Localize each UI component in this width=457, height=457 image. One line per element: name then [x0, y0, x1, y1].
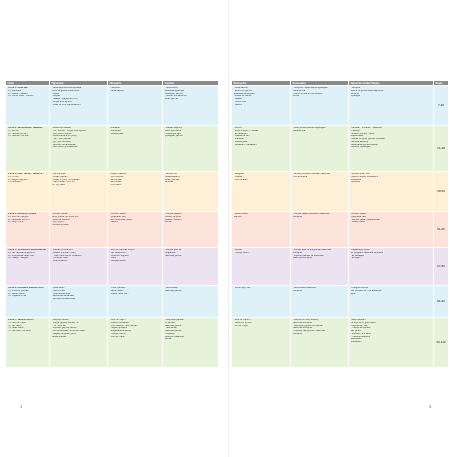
- culture-cell: [349, 172, 434, 212]
- cell-line: hakkında yazma: [164, 330, 182, 332]
- cell-line: Türklerin yemek – içme: [350, 132, 375, 135]
- cell-line: - Koşaç yapıları: [51, 175, 68, 178]
- cell-line: bir etkinlik: [164, 321, 175, 324]
- cell-line: - Yıldız Çantam: [109, 287, 126, 289]
- cell-line: - Alışveriş deneyimleri hakkında: [292, 330, 325, 332]
- cell-line: - Olanlar: [233, 175, 243, 178]
- culture-cell: [349, 318, 434, 368]
- cell-line: - Geçmişte yapılan bir etkinlik: [292, 324, 323, 327]
- cell-line: - Günlük yaşam etkinlikleri hakkında: [292, 213, 330, 215]
- unit-cell: [6, 248, 50, 286]
- cell-line: - Şimdiki zaman: [51, 213, 68, 215]
- cell-line: tatil yerleri: [350, 330, 361, 332]
- header-listen: Dinleyelim: [232, 81, 291, 86]
- cell-line: - Duygular: [233, 173, 245, 175]
- unit-cell: [6, 86, 50, 126]
- cell-line: anlatan metinleri: [164, 218, 182, 221]
- cell-line: - Fiiller ve emir kipi kullanımı: [51, 103, 81, 106]
- cell-line: ÜNİTE 3: KİM? NASIL? NEREYE?: [7, 173, 44, 175]
- cell-line: "Tanışma": [350, 87, 361, 89]
- cell-line: - Kim nerede?: [233, 178, 248, 181]
- left-page: [0, 0, 228, 457]
- cell-line: - Sıfat kullanımı: [51, 260, 68, 262]
- cell-line: 6.1. Yıldızım Çantam: [7, 289, 29, 292]
- cell-line: 5.1. Ne Yapmak İstiyorsun?: [7, 251, 36, 254]
- cell-line: - Bağlaç üst gelen yarım: [51, 332, 77, 335]
- cell-line: konuşma: [292, 289, 302, 292]
- cell-line: - Kimin Neyi Var?: [233, 287, 252, 289]
- cell-line: "ama, çünkü, ile, onun için": [51, 215, 80, 218]
- learned-cell: [50, 86, 108, 126]
- cell-line: - Telefon numarası ve: [164, 95, 187, 98]
- cell-line: - Türkiye'de popüler: [350, 327, 371, 330]
- left-table-body: [6, 86, 219, 368]
- cell-line: gelenekleri: [350, 338, 362, 341]
- cell-line: - Takvim: [233, 103, 243, 106]
- cell-line: - Görülen geçmiş zaman: [51, 327, 77, 330]
- cell-line: konuşma: [292, 251, 302, 254]
- cell-line: konuşma: [292, 332, 302, 335]
- cell-line: "Çeşmede Tatil": [350, 215, 367, 218]
- cell-line: - Kişiyle geçmiş zaman "di": [51, 321, 80, 324]
- cell-line: Alışveriş Diyalogları: [350, 146, 371, 149]
- unit-cell: [6, 126, 50, 172]
- cell-line: 1.3. Temel Fiiller - Takvim: [7, 95, 34, 98]
- page-range-cell: 51-66: [434, 212, 449, 248]
- cell-line: - Türkiye Sunu: [233, 251, 249, 254]
- cell-line: - Dün Ne Yaptı?: [109, 319, 126, 321]
- culture-cell: [349, 126, 434, 172]
- table-row: [232, 126, 449, 172]
- cell-line: - Saatler: [233, 98, 243, 100]
- cell-line: - İlgi ekinin kullanılması: [51, 298, 76, 300]
- learned-cell: [50, 286, 108, 318]
- cell-line: - Süreli Bir İş Gün: [233, 321, 252, 324]
- speak-cell: [291, 86, 349, 126]
- cell-line: hakkında yazma: [164, 254, 182, 257]
- cell-line: - Kafe ya da restoranı diyalogları: [292, 127, 326, 129]
- cell-line: - Yarın: [109, 257, 117, 260]
- cell-line: 2.2. Nerede bu var?: [7, 132, 28, 135]
- listen-cell: [232, 126, 291, 172]
- page-range-cell: 67-80: [434, 248, 449, 286]
- listen-cell: [232, 248, 291, 286]
- cell-line: ÜNİTE 2: NE NEREDE? NERESİ?: [7, 127, 44, 129]
- cell-line: ilgiler: [350, 292, 356, 295]
- cell-line: "Günlük Yaşam": [350, 213, 367, 215]
- cell-line: Aile bireyleri ve Türk aileleriyle: [350, 289, 382, 292]
- cell-line: - Günlük yaşamı,: [164, 213, 182, 215]
- cell-line: - "mi" soru eki: [51, 324, 66, 327]
- page-range-cell: 93-112: [434, 318, 449, 368]
- cell-line: - Ev arkadaşı: [350, 254, 365, 257]
- read-cell: [108, 126, 163, 172]
- read-cell: [108, 86, 163, 126]
- cell-line: - Kim Nerede?: [109, 175, 125, 178]
- cell-line: "Sınıfta Kimler Var?": [350, 173, 372, 175]
- write-cell: [163, 86, 219, 126]
- cell-line: selamlaşmayla ilgili: [164, 89, 185, 92]
- cell-line: - Yönelme Fiiller: [51, 257, 69, 260]
- cell-line: rutinleri ve günü: [164, 215, 181, 218]
- cell-line: konuşma: [292, 215, 302, 218]
- cell-line: 3.2. Bugün Neyimiz?: [7, 178, 29, 181]
- table-row: [232, 172, 449, 212]
- cell-line: kişileri yazmak: [164, 178, 180, 181]
- cell-line: 3.3. Nereden?: [7, 181, 23, 184]
- header-unit: Ünite: [6, 81, 50, 86]
- cell-line: - Tanışma: [109, 87, 120, 89]
- cell-line: 1.2. Alfabe - Saatler: [7, 92, 28, 95]
- cell-line: - Geçmişte yapılan: [164, 319, 184, 321]
- listen-cell: [232, 86, 291, 126]
- unit-cell: [6, 212, 50, 248]
- cell-line: - Seri ünsüz yumuşaması: [51, 146, 78, 149]
- cell-line: - Odada ne var?: [233, 135, 251, 138]
- cell-line: - Benim Ailem: [109, 289, 124, 292]
- cell-line: - Belirtili ad tamlaması: [51, 295, 75, 298]
- cell-line: listesi hazırlama: [164, 129, 181, 132]
- table-row: [232, 212, 449, 248]
- cell-line: adres yazma: [164, 98, 178, 100]
- cell-line: Türkiye'de bir güzel şehir: [350, 321, 376, 324]
- learned-cell: [50, 126, 108, 172]
- cell-line: (-(I)l, -(I)Lı soruları): [51, 140, 71, 143]
- cell-line: ÜNİTE 6: AİLENİZE KİMLER VAR?: [7, 287, 45, 289]
- cell-line: - Kim Ne Yapmak İstiyor?: [109, 249, 136, 251]
- read-cell: [108, 248, 163, 286]
- cell-line: yapıyor?: [233, 215, 243, 218]
- cell-line: - Tanışma - selamlaşma diyalogları: [292, 87, 328, 89]
- cell-line: - Koşaç + (-DA, -Vi) yapıları: [51, 178, 80, 181]
- cell-line: - Konser: [233, 249, 243, 251]
- page-range-cell: 81-92: [434, 286, 449, 318]
- cell-line: - Mağazada Alışveriş: [109, 330, 131, 332]
- cell-line: - Film Nasıldı? Tatil Nasıldı?: [109, 324, 139, 327]
- culture-cell: [349, 212, 434, 248]
- header-culture: Öğrenilen Kültür Bilgisi: [349, 81, 434, 86]
- listen-cell: [232, 172, 291, 212]
- table-row: [232, 286, 449, 318]
- header-write: Yazalım: [163, 81, 219, 86]
- cell-line: - Alfabe: [51, 92, 60, 95]
- cell-line: Popüler ve yerel yiyecek içecekler: [350, 138, 386, 140]
- unit-cell: [6, 172, 50, 212]
- culture-cell: [349, 86, 434, 126]
- cell-line: - Kendi ailesi hakkında: [292, 287, 316, 289]
- cell-line: - Kim nasıl?: [109, 184, 122, 186]
- read-cell: [108, 212, 163, 248]
- page-range-cell: 21-38: [434, 126, 449, 172]
- cell-line: 1.1. Merhaba: [7, 89, 22, 92]
- cell-line: - Alışverişle ilgili: [164, 132, 181, 135]
- cell-line: - Kafeteryada: [233, 140, 248, 143]
- cell-line: - Alfabe ve harfler: [233, 95, 252, 98]
- cell-line: 2.3. Nerede? Ne var?: [7, 135, 30, 138]
- table-row: [6, 286, 219, 318]
- cell-line: (-(y)I, -(y)U): [51, 221, 64, 224]
- cell-line: - Geçmiş bir olay, etkinlik,: [292, 319, 319, 321]
- cell-line: ÜNİTE 4: GÜNLÜK YAŞAM: [7, 213, 37, 215]
- cell-line: sorma: [292, 95, 299, 98]
- cell-line: - Selamlaşma ve konuşmada: [51, 87, 82, 89]
- cell-line: - Geçen Cumartesi: [109, 321, 129, 324]
- cell-line: "Asya'da Bir Tatil": [350, 324, 369, 327]
- header-read: Okuyalım: [108, 81, 163, 86]
- cell-line: "Geçi Nereden": [350, 319, 367, 321]
- cell-line: - Saatler (normal - dilin): [51, 251, 76, 254]
- cell-line: 6.3. Yaşamınız Ne: [7, 295, 27, 298]
- cell-line: yazma: [164, 221, 172, 224]
- cell-line: gidecekleri: [350, 341, 362, 343]
- write-cell: [163, 126, 219, 172]
- unit-cell: [6, 286, 50, 318]
- cell-line: programlar: [164, 251, 176, 254]
- right-curriculum-table: [231, 80, 449, 368]
- cell-line: - Günlük plan ve: [164, 249, 182, 251]
- cell-line: 3.1. O Kim?: [7, 175, 20, 178]
- listen-cell: [232, 286, 291, 318]
- cell-line: - Ailede Neler Var?: [109, 292, 129, 295]
- cell-line: Bir programı hakkında konuşma: [350, 251, 384, 254]
- page-range-cell: 7-20: [434, 86, 449, 126]
- cell-line: - Ne Kimde?: [109, 178, 123, 181]
- cell-line: - Resmi ve günlük: [233, 89, 252, 92]
- cell-line: "Kahvaltı" "Pazarda" "Markette": [350, 127, 383, 129]
- cell-line: - Kafeteryada: [109, 132, 124, 135]
- cell-line: (-lI, -LI) ekleri: [51, 184, 66, 186]
- cell-line: meslektaşlarını: [164, 175, 180, 178]
- left-curriculum-table: [5, 80, 219, 368]
- right-page: [229, 0, 457, 457]
- table-row: [6, 86, 219, 126]
- speak-cell: [291, 318, 349, 368]
- cell-line: - Günlük plan ve programlar hakkında: [292, 249, 331, 251]
- cell-line: deneyimi hakkında: [164, 335, 184, 338]
- cell-line: 4.3. Neyi? Kimi?: [7, 221, 25, 224]
- cell-line: - En sevdiğim: [233, 132, 248, 135]
- table-row: [6, 248, 219, 286]
- cell-line: - Yapım ekleri: (-CI, -lI): [51, 181, 75, 184]
- cell-line: - İyelik ekleri: [51, 287, 65, 289]
- table-row: [6, 126, 219, 172]
- cell-line: - Kayıt ofisiyle — renkler: [233, 129, 259, 132]
- cell-line: Kişilerin fiziksel özelliklerini: [350, 175, 378, 178]
- cell-line: hakkında yazma: [164, 289, 182, 292]
- write-cell: [163, 212, 219, 248]
- cell-line: - Manavda: [109, 129, 121, 132]
- right-table-body: [232, 86, 449, 368]
- cell-line: - Günlük Yaşam: [109, 213, 126, 215]
- cell-line: - Sayılar: [51, 95, 61, 98]
- cell-line: - Bugün Nasılım?: [109, 173, 128, 175]
- cell-line: - Sinema Programı: [109, 254, 129, 257]
- learned-cell: [50, 212, 108, 248]
- cell-line: selamlaşma karşılıklı: [233, 92, 255, 95]
- listen-cell: [232, 318, 291, 368]
- cell-line: diyalogları yazma: [164, 92, 183, 95]
- cell-line: - Dün ne Yaptın?: [233, 319, 251, 321]
- cell-line: canlandırma: [292, 129, 306, 132]
- table-row: [232, 86, 449, 126]
- cell-line: "Kapadokya Gezisi": [350, 249, 371, 251]
- cell-line: - " Dikn önce sonra" kullanımı: [51, 254, 82, 257]
- cell-line: - Selamlaşma: [109, 89, 124, 92]
- cell-line: birisi konuşma: [292, 175, 308, 178]
- cell-line: - Türkiye Gezisi: [109, 332, 126, 335]
- write-cell: [163, 286, 219, 318]
- cell-line: - Ad durum ekleri: [51, 224, 69, 226]
- speak-cell: [291, 248, 349, 286]
- cell-line: 5.3. Hangi? Hangisi?: [7, 257, 29, 260]
- cell-line: - Müzeler, türk tarihi: [350, 332, 371, 335]
- cell-line: - Saatler - çağlarma (-Un): [51, 98, 78, 100]
- cell-line: - Kendi ailesi: [164, 287, 178, 289]
- cell-line: hakkında konuşma: [292, 257, 312, 260]
- cell-line: 7.3. Neler vardı?: [7, 327, 25, 330]
- cell-line: - Belirtme durumu: [51, 218, 70, 221]
- cell-line: ÜNİTE 1: ADIN NE?: [7, 87, 29, 89]
- culture-cell: [349, 286, 434, 318]
- cell-line: yazma: [164, 338, 172, 341]
- cell-line: hakkında yazma: [164, 324, 182, 327]
- page-number-right: 5: [429, 404, 432, 409]
- cell-line: Mekanlarda yemek siparişi: [350, 143, 378, 146]
- cell-line: - Market alışveriş: [164, 127, 182, 129]
- table-row: [6, 318, 219, 368]
- cell-line: 4.1. Kim Ne Yapıyor?: [7, 215, 30, 218]
- cell-line: - Kendini ve: [164, 173, 177, 175]
- header-learned: Öğrenilen: [50, 81, 108, 86]
- cell-line: - Adres ve telefon numarasını: [292, 92, 323, 95]
- cell-line: 7.2. Ne Yaptı?: [7, 324, 22, 327]
- cell-line: - Temel fiiller: [233, 100, 247, 103]
- cell-line: Zaman Zarfları: [51, 335, 67, 338]
- cell-line: - Selamlaşma: [233, 87, 248, 89]
- cell-line: - Ad Tamlamaları ve durum ekleri: [51, 330, 86, 332]
- cell-line: - Takvim: [109, 221, 119, 224]
- read-cell: [108, 286, 163, 318]
- cell-line: - -mi? sorusu - Küçük ünlü uyumu: [51, 129, 86, 132]
- learned-cell: [50, 248, 108, 286]
- cell-line: - Semra Neler: [233, 213, 248, 215]
- read-cell: [108, 318, 163, 368]
- speak-cell: [291, 212, 349, 248]
- cell-line: - 'Var', 'yok' yapıları: [51, 138, 72, 140]
- cell-line: - Bir Hafta Nasıl Geçti?: [109, 218, 133, 221]
- cell-line: 7.1. Kim Ne Yaptı?: [7, 321, 27, 324]
- write-cell: [163, 172, 219, 212]
- unit-cell: [6, 318, 50, 368]
- learned-cell: [50, 172, 108, 212]
- cell-line: diyaloglar: [350, 95, 361, 98]
- cell-line: - Çeşmede Tatil: [109, 215, 126, 218]
- cell-line: - Türklerin alışveriş: [350, 335, 370, 338]
- cell-line: - Kaleiçi Vatan: [350, 221, 366, 224]
- cell-line: hakkında konuşma: [292, 321, 312, 324]
- cell-line: kullanarak: [350, 178, 361, 181]
- cell-line: - Sıfat tamlamaları: [51, 292, 71, 295]
- cell-line: 2.1. Bu ne?: [7, 129, 20, 132]
- speak-cell: [291, 286, 349, 318]
- cell-line: - Markette: [233, 138, 244, 140]
- cell-line: - Kişilerin planları ve etkinlikleri: [292, 254, 324, 257]
- cell-line: 7.4. Ne Oldu? Ne oldu?: [7, 330, 32, 332]
- cell-line: - Büyük ünlü uyumu: [51, 100, 72, 103]
- write-cell: [163, 248, 219, 286]
- cell-line: - Mastar fiil kullanımı: [51, 249, 73, 251]
- cell-line: ÜNİTE 5: PLANLAR PROGRAMLAR: [7, 249, 47, 251]
- cell-line: - Günlük yaşam alışkanlıkları: [350, 218, 380, 221]
- cell-line: - Sokaktan - Mesaiden: [233, 143, 257, 146]
- page-number-left: 4: [20, 404, 23, 409]
- table-row: [232, 318, 449, 368]
- cell-line: resmi ve günlük kullanımlar: [51, 89, 80, 92]
- cell-line: - Tanışma ve: [164, 87, 178, 89]
- cell-line: - Markette: [109, 127, 120, 129]
- cell-line: - Bu Kimdir?: [109, 181, 123, 184]
- cell-line: - Belirtisiz ad tamlaması: [51, 143, 76, 146]
- listen-cell: [232, 212, 291, 248]
- cell-line: - Hayatı İş Başını: [109, 327, 128, 330]
- table-row: [6, 212, 219, 248]
- cell-line: "Psikoloji": [350, 129, 361, 132]
- cell-line: - Arıf ve Tolga: [233, 324, 248, 327]
- cell-line: - Bu ne?: [233, 127, 243, 129]
- cell-line: - Seri ünsüz uyumu: [51, 132, 72, 135]
- cell-line: 5.2. Programda Neler Var?: [7, 254, 35, 257]
- cell-line: - Ne Yapıyorum?: [109, 251, 127, 254]
- cell-line: - Kişi zamirleri: [51, 173, 66, 175]
- cell-line: - Gösterme sıfatları: [51, 127, 72, 129]
- cell-line: - Emirgan: [350, 257, 361, 260]
- culture-cell: [349, 248, 434, 286]
- cell-line: - Hangisi Güzel?: [109, 260, 127, 262]
- cell-line: canlandırma: [292, 89, 306, 92]
- cell-line: - Bulunma durumu (-DA): [51, 135, 77, 138]
- cell-line: - Alışveriş: [164, 332, 175, 335]
- learned-cell: [50, 318, 108, 368]
- cell-line: Meslekler: [350, 181, 361, 184]
- cell-line: - Kim Ne Yaptı?: [109, 335, 126, 338]
- cell-line: - Tatil anıları: [164, 327, 177, 330]
- page-range-cell: 39-50: [434, 172, 449, 212]
- speak-cell: [291, 172, 349, 212]
- header-speak: Konuşalım: [291, 81, 349, 86]
- cell-line: Pazarda alışveriş: [350, 140, 369, 143]
- cell-line: hakkında konuşma: [292, 327, 312, 330]
- cell-line: tanıtmak: [164, 181, 174, 184]
- cell-line: - Geçmiş zaman: [51, 319, 69, 321]
- cell-line: alışkanlıkları: [350, 135, 364, 138]
- cell-line: "Fotoğraf Albümü": [350, 287, 369, 289]
- cell-line: 4.2. Neredeki Var mı?: [7, 218, 30, 221]
- table-row: [6, 172, 219, 212]
- table-row: [232, 248, 449, 286]
- read-cell: [108, 172, 163, 212]
- cell-line: diyalogları yazma: [164, 135, 183, 138]
- cell-line: - Şahıs sırası: [51, 289, 66, 292]
- cell-line: tanışma: [350, 92, 359, 95]
- cell-line: ÜNİTE 7: NELER OLDU?: [7, 319, 35, 321]
- write-cell: [163, 318, 219, 368]
- speak-cell: [291, 126, 349, 172]
- cell-line: - Bir kişiyi fiziksel özellikleri hakkında: [292, 173, 330, 175]
- cell-line: Resmi ve günlük selamlaşma ve: [350, 89, 384, 92]
- cell-line: 6.2. Benim Ailem: [7, 292, 25, 295]
- header-pages: Sayfa: [434, 81, 449, 86]
